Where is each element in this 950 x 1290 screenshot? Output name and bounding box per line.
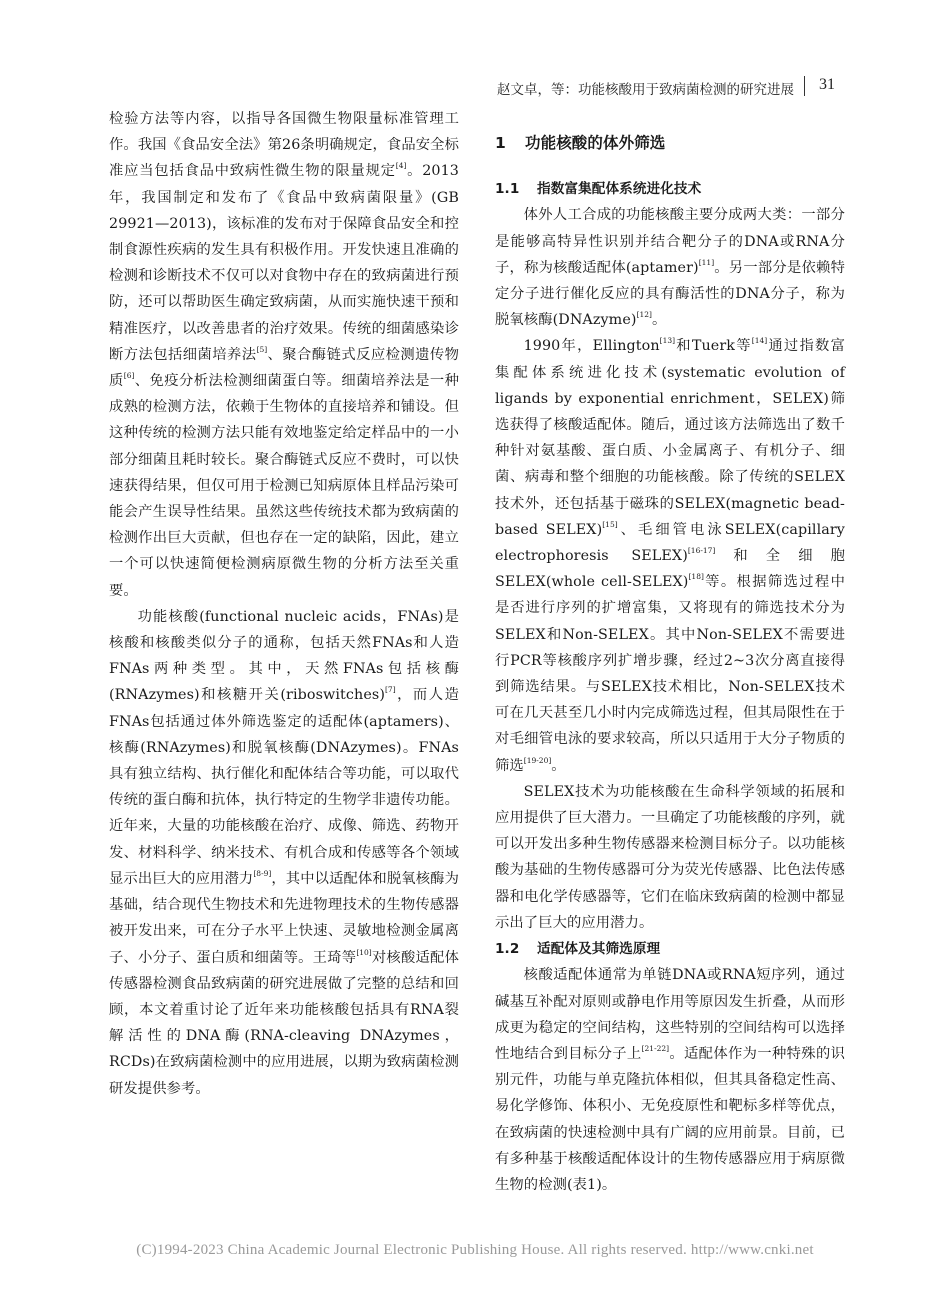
citation: [18] bbox=[688, 572, 704, 582]
citation: [19-20] bbox=[523, 755, 552, 765]
citation: [13] bbox=[659, 336, 676, 346]
citation: [5] bbox=[256, 344, 268, 354]
header-title: 赵文卓，等：功能核酸用于致病菌检测的研究进展 bbox=[497, 82, 794, 98]
citation: [11] bbox=[698, 257, 715, 267]
citation: [21-22] bbox=[641, 1043, 670, 1053]
paragraph-aptamer-principle: 核酸适配体通常为单链DNA或RNA短序列，通过碱基互补配对原则或静电作用等原因发生折叠，从而形成更为稳定的空间结构，这些特别的空间结构可以选择性地结合到目标分子上[21-22]。适配体作为一种特殊的识别元件，功能与单克隆抗体相似，但其具备稳定性高、易化学修饰、体积小、无免疫原性和靶标多样等优点，在致病菌的快速检测中具有广阔的应用前景。目前，已有多种基于核酸适配体设计的生物传感器应用于病原微生物的检测(表1)。 bbox=[495, 967, 846, 1193]
paragraph-selex-potential: SELEX技术为功能核酸在生命科学领域的拓展和应用提供了巨大潜力。一旦确定了功能核酸的序列，就可以开发出多种生物传感器来检测目标分子。以功能核酸为基础的生物传感器可分为荧光传感器、比色法传感器和电化学传感器等，它们在临床致病菌的检测中都显示出了巨大的应用潜力。 bbox=[495, 783, 845, 931]
citation: [4] bbox=[395, 161, 407, 171]
citation: [15] bbox=[602, 519, 618, 529]
paragraph-intro-continued: 检验方法等内容，以指导各国微生物限量标准管理工作。我国《食品安全法》第26条明确规定，食品安全标准应当包括食品中致病性微生物的限量规定[4]。2013年，我国制定和发布了《食品中致病菌限量》(GB 29921—2013)，该标准的发布对于保障食品安全和控制食源性疾病的发生具有积极作用。开发快速且准确的检测和诊断技术不仅可以对食物中存在的致病菌进行预防，还可以帮助医生确定致病菌，从而实施快速干预和精准医疗，以改善患者的治疗效果。传统的细菌感染诊断方法包括细菌培养法[5]、聚合酶链式反应检测遗传物质[6]、免疫分析法检测细菌蛋白等。细菌培养法是一种成熟的检测方法，依赖于生物体的直接培养和铺设。但这种传统的检测方法只能有效地鉴定给定样品中的一小部分细菌且耗时较长。聚合酶链式反应不费时，可以快速获得结果，但仅可用于检测已知病原体且样品污染可能会产生误导性结果。虽然这些传统技术都为致病菌的检测作出巨大贡献，但也存在一定的缺陷，因此，建立一个可以快速简便检测病原微生物的分析方法至关重要。 bbox=[109, 111, 459, 599]
right-column bbox=[495, 106, 845, 1198]
citation: [6] bbox=[123, 371, 135, 381]
citation: [7] bbox=[385, 685, 396, 695]
subsection-heading-1-1: 1.1 指数富集配体系统进化技术 bbox=[495, 181, 702, 198]
page-number: 31 bbox=[819, 76, 835, 93]
running-header bbox=[0, 74, 950, 102]
copyright-footer: (C)1994-2023 China Academic Journal Electronic Publishing House. All rights reserved. http://www.cnki.net bbox=[136, 1242, 814, 1258]
header-divider bbox=[804, 76, 805, 96]
citation: [12] bbox=[636, 310, 652, 320]
paragraph-selex-history: 1990年，Ellington[13]和Tuerk等[14]通过指数富集配体系统进化技术(systematic evolution of ligands by exponential enrichment，SELEX)筛选获得了核酸适配体。随后，通过该方法筛选出了数千种针对氨基酸、蛋白质、小金属离子、有机分子、细菌、病毒和整个细胞的功能核酸。除了传统的SELEX技术外，还包括基于磁珠的SELEX(magnetic bead-based SELEX)[15]、毛细管电泳SELEX(capillary electrophoresis SELEX)[16-17]和全细胞SELEX(whole cell-SELEX)[18]等。根据筛选过程中是否进行序列的扩增富集，又将现有的筛选技术分为SELEX和Non-SELEX。其中Non-SELEX不需要进行PCR等核酸序列扩增步骤，经过2~3次分离直接得到筛选结果。与SELEX技术相比，Non-SELEX技术可在几天甚至几小时内完成筛选过程，但其局限性在于对毛细管电泳的要求较高，所以只适用于大分子物质的筛选[19-20]。 bbox=[495, 336, 846, 774]
citation: [14] bbox=[751, 336, 768, 346]
paragraph-fna-categories: 体外人工合成的功能核酸主要分成两大类：一部分是能够高特异性识别并结合靶分子的DNA或RNA分子，称为核酸适配体(aptamer)[11]。另一部分是依赖特定分子进行催化反应的具有酶活性的DNA分子，称为脱氧核酶(DNAzyme)[12]。 bbox=[495, 207, 845, 329]
citation: [16-17] bbox=[687, 546, 716, 556]
left-column bbox=[109, 106, 459, 1102]
paragraph-functional-nucleic-acids: 功能核酸(functional nucleic acids，FNAs)是核酸和核酸类似分子的通称，包括天然FNAs和人造FNAs两种类型。其中，天然FNAs包括核酶(RNAzymes)和核糖开关(riboswitches)[7]，而人造FNAs包括通过体外筛选鉴定的适配体(aptamers)、核酶(RNAzymes)和脱氧核酶(DNAzymes)。FNAs具有独立结构、执行催化和配体结合等功能，可以取代传统的蛋白酶和抗体，执行特定的生物学非遗传功能。近年来，大量的功能核酸在治疗、成像、筛选、药物开发、材料科学、纳米技术、有机合成和传感等各个领域显示出巨大的应用潜力[8-9]，其中以适配体和脱氧核酶为基础，结合现代生物技术和先进物理技术的生物传感器被开发出来，可在分子水平上快速、灵敏地检测金属离子、小分子、蛋白质和细菌等。王琦等[10]对核酸适配体传感器检测食品致病菌的研究进展做了完整的总结和回顾，本文着重讨论了近年来功能核酸包括具有RNA裂解活性的DNA酶(RNA-cleaving DNAzymes，RCDs)在致病菌检测中的应用进展，以期为致病菌检测研发提供参考。 bbox=[109, 608, 460, 1097]
citation: [10] bbox=[356, 947, 372, 957]
subsection-heading-1-2: 1.2 适配体及其筛选原理 bbox=[495, 941, 661, 958]
citation: [8-9] bbox=[253, 868, 272, 878]
section-heading-1: 1 功能核酸的体外筛选 bbox=[495, 134, 666, 152]
